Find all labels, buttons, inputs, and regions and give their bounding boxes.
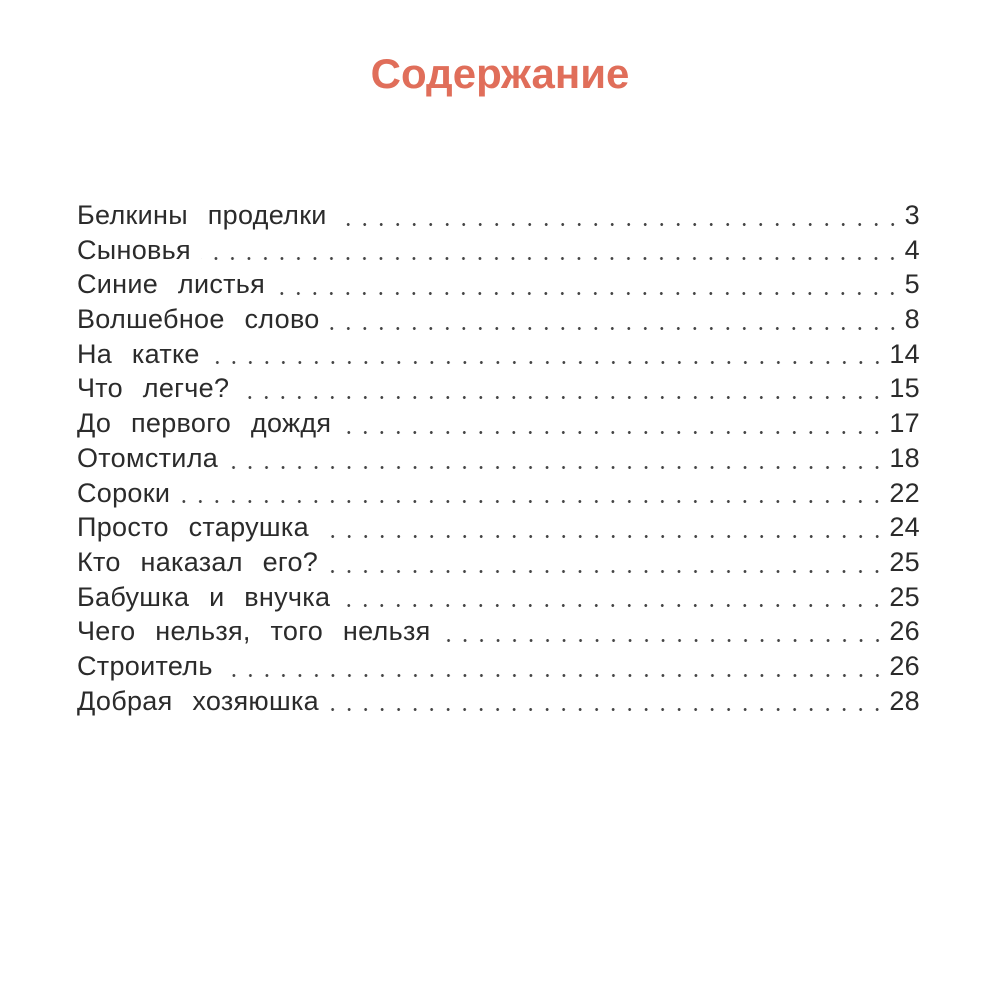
toc-entry[interactable] — [77, 651, 920, 686]
toc-leader-dots — [228, 466, 885, 469]
toc-entry[interactable] — [77, 512, 920, 547]
toc-leader-dots — [239, 396, 885, 399]
toc-entry-page: 15 — [889, 373, 920, 404]
table-of-contents — [77, 200, 920, 720]
toc-leader-dots — [223, 674, 886, 677]
toc-leader-dots — [340, 604, 885, 607]
toc-entry[interactable] — [77, 269, 920, 304]
toc-entry[interactable] — [77, 443, 920, 478]
toc-leader-dots — [210, 361, 886, 364]
toc-entry-page: 25 — [889, 546, 920, 577]
toc-entry[interactable] — [77, 339, 920, 374]
toc-entry-title: Белкины проделки — [77, 200, 327, 230]
toc-entry-title: Бабушка и внучка — [77, 581, 331, 612]
toc-entry-title: Синие листья — [77, 269, 266, 300]
toc-entry-title: Что легче? — [77, 373, 230, 404]
toc-entry-page: 14 — [889, 338, 920, 369]
toc-entry-title: Добрая хозяюшка — [77, 685, 319, 716]
toc-entry-page: 18 — [889, 442, 920, 473]
toc-entry-title: До первого дождя — [77, 408, 332, 439]
toc-leader-dots — [341, 431, 885, 434]
toc-leader-dots — [180, 500, 885, 503]
toc-leader-dots — [330, 327, 901, 330]
toc-leader-dots — [329, 708, 885, 711]
toc-entry-title: Отомстила — [77, 442, 219, 473]
toc-entry-page: 5 — [904, 269, 920, 300]
toc-entry-page: 24 — [889, 512, 920, 543]
toc-leader-dots — [201, 257, 901, 260]
toc-entry[interactable] — [77, 582, 920, 617]
toc-entry-title: Кто наказал его? — [77, 546, 319, 577]
toc-leader-dots — [319, 535, 885, 538]
toc-entry-page: 4 — [904, 234, 920, 265]
toc-entry-page: 25 — [889, 581, 920, 612]
toc-entry[interactable] — [77, 373, 920, 408]
toc-entry-page: 26 — [889, 616, 920, 647]
toc-entry[interactable] — [77, 304, 920, 339]
toc-entry[interactable] — [77, 235, 920, 270]
toc-entry-title: Волшебное слово — [77, 304, 320, 335]
toc-entry-page: 17 — [889, 408, 920, 439]
toc-entry[interactable] — [77, 478, 920, 513]
toc-entry[interactable] — [77, 616, 920, 651]
toc-entry-title: Сороки — [77, 477, 171, 508]
toc-entry-title: Строитель — [77, 650, 213, 681]
toc-entry[interactable] — [77, 547, 920, 582]
toc-entry-title: На катке — [77, 338, 200, 369]
toc-entry-title: Чего нельзя, того нельзя — [77, 616, 431, 647]
toc-leader-dots — [328, 570, 885, 573]
toc-leader-dots — [337, 223, 901, 226]
page-title: Содержание — [370, 50, 630, 97]
toc-leader-dots — [275, 292, 901, 295]
toc-entry-page: 8 — [904, 304, 920, 335]
toc-entry-title: Просто старушка — [77, 512, 309, 543]
toc-entry-page: 28 — [889, 685, 920, 716]
toc-leader-dots — [441, 639, 886, 642]
toc-entry-title: Сыновья — [77, 234, 191, 265]
toc-entry[interactable] — [77, 200, 920, 235]
toc-entry[interactable] — [77, 408, 920, 443]
toc-entry[interactable] — [77, 686, 920, 721]
toc-entry-page: 26 — [889, 650, 920, 681]
toc-entry-page: 3 — [904, 200, 920, 230]
toc-entry-page: 22 — [889, 477, 920, 508]
